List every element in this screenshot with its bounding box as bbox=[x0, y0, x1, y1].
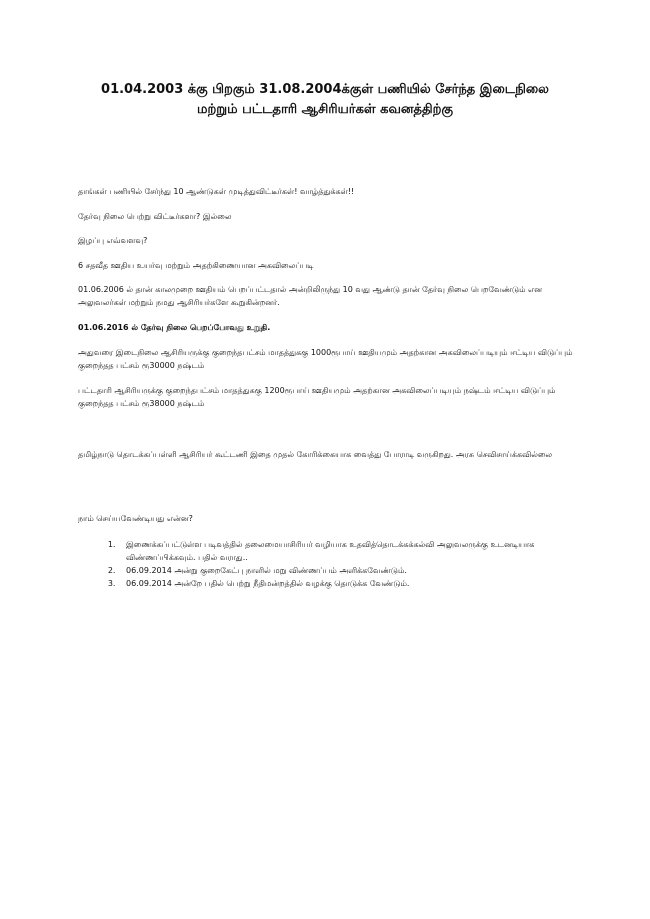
what-to-do-heading: நாம் செய்யவேண்டியது என்ன? bbox=[78, 514, 193, 523]
title-line-1: 01.04.2003 க்கு பிறகும் 31.08.2004க்குள் பணியில் சேர்ந்த இடைநிலை bbox=[101, 82, 549, 97]
sure-date-paragraph: 01.06.2016 ல் தேர்வு நிலை பெறப்போவது உறுதி. bbox=[78, 323, 271, 332]
loss-question-paragraph: இழப்பு எவ்வளவு? bbox=[78, 236, 148, 245]
federation-paragraph: தமிழ்நாடு தொடக்கப்பள்ளி ஆசிரியர் கூட்டணி இதை முதல் கோரிக்கையாக வைத்து போராடி வருகிறது. அரசு செவிசாய்க்கவில்லை bbox=[78, 450, 553, 459]
document-title bbox=[0, 80, 650, 120]
list-item: 2. 06.09.2014 அன்று குறைகேட்பு நாளில் மறு விண்ணப்பம் அளிக்கவேண்டும். bbox=[118, 564, 598, 577]
list-item: 3. 06.09.2014 அன்றே பதில் பெற்று நீதிமன்றத்தில் வழக்கு தொடுக்க வேண்டும். bbox=[118, 577, 598, 590]
congrats-paragraph: தாங்கள் பணியில் சேர்ந்து 10 ஆண்டுகள் முடித்துவிட்டீர்கள்! வாழ்த்துக்கள்!! bbox=[78, 187, 355, 196]
graduate-loss-paragraph: பட்டதாரி ஆசிரியருக்கு குறைந்தபட்சம் மாதத்துககு 1200ரூபாய் ஊதியமும் அதற்கான அகவிலைப்படியும் நஷ்டம் ஈட்டிய விடுப்பும் குறைந்தத பட்சம் ரூ38000 நஷ்டம் bbox=[78, 386, 556, 408]
list-item: 1. இணைக்கப்பட்டுள்ள படிவத்தில் தலைமையாசிரியர் வழியாக உதவித்தொடக்கக்கல்வி அலுவலருக்கு உடனடியாக விண்ணப்பிக்கவும். பதில் வராது.. bbox=[118, 538, 598, 564]
title-line-2: மற்றும் பட்டதாரி ஆசிரியர்கள் கவனத்திற்கு bbox=[197, 102, 453, 117]
explanation-paragraph: 01.06.2006 ல் தான் காலமுறை ஊதியம் பெறப்பட்டதால் அன்றிலிருந்து 10 வது ஆண்டு தான் தேர்வு நிலை பெறவேண்டும் என அலுவலர்கள் மற்றும் நமது ஆசிரியர்களே கூறுகின்றனர். bbox=[78, 285, 543, 307]
secondary-loss-paragraph: அதுவரை இடைநிலை ஆசிரியருக்கு குறைந்தபட்சம் மாதத்துககு 1000ரூபாய் ஊதியமும் அதற்கான அகவிலைப்படியும் ஈட்டிய விடுப்பும் குறைந்தத பட்சம் ரூ30000 நஷ்டம் bbox=[78, 348, 573, 370]
loss-answer-paragraph: 6 சதவீத ஊதிய உயர்வு மற்றும் அதற்கிணையான அகவிலைப்படி bbox=[78, 261, 314, 270]
steps-list bbox=[78, 538, 598, 590]
grade-question-paragraph: தேர்வு நிலை பெற்று விட்டீர்களா? இல்லை bbox=[78, 212, 232, 221]
